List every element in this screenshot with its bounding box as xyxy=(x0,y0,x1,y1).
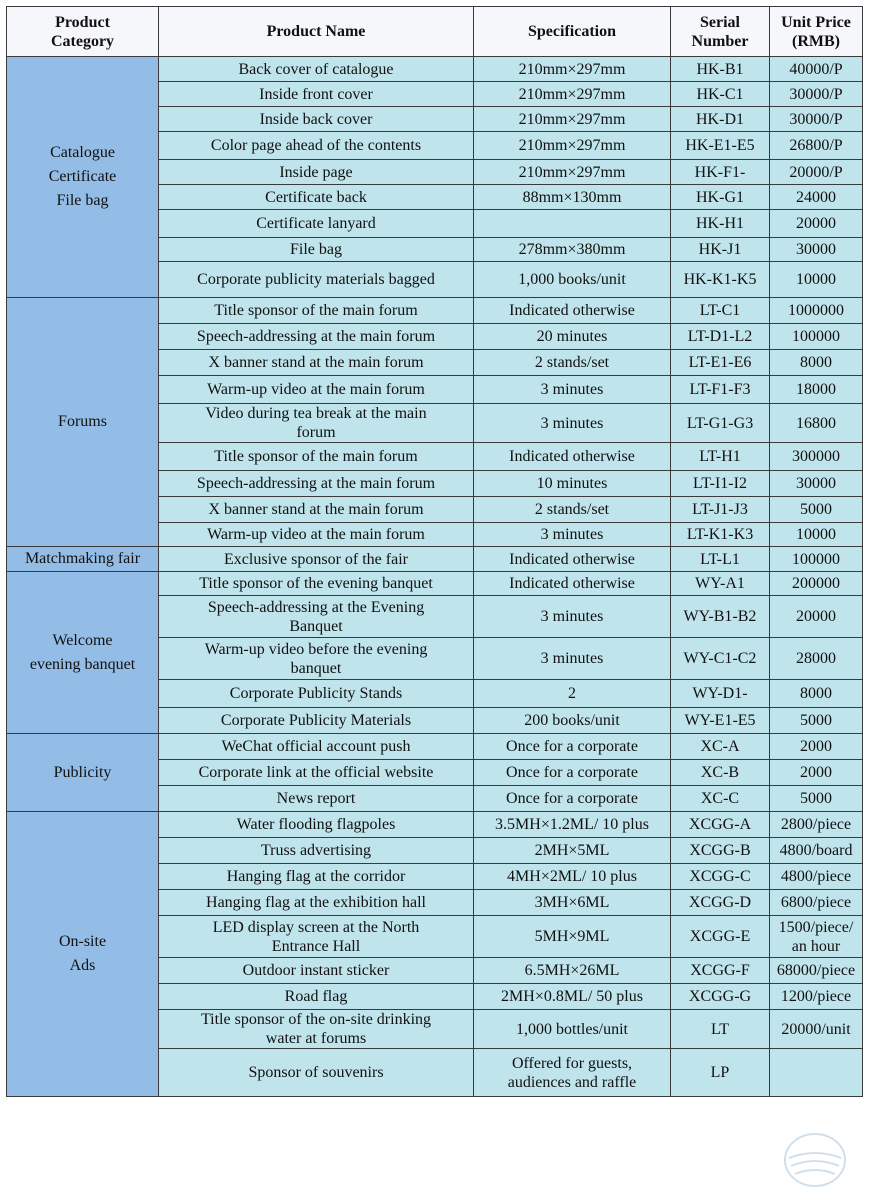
cell-line: 26800/P xyxy=(789,137,843,154)
cell-line: forum xyxy=(296,424,336,441)
cell-line: 4MH×2ML/ 10 plus xyxy=(507,868,637,885)
cell-line: WeChat official account push xyxy=(221,738,411,755)
cell-line: Exclusive sponsor of the fair xyxy=(224,550,408,568)
serial-number-cell: LT-C1 xyxy=(671,298,770,324)
cell-line: Banquet xyxy=(289,617,343,635)
serial-number-cell: LT-L1 xyxy=(671,547,770,572)
specification-cell xyxy=(474,238,671,262)
specification-cell xyxy=(474,210,671,238)
header-product-name xyxy=(159,7,474,57)
cell-line: Serial xyxy=(700,13,740,31)
serial-number-cell: LT-K1-K3 xyxy=(671,523,770,547)
product-name-cell xyxy=(159,298,474,324)
cell-line: 200 books/unit xyxy=(524,712,620,729)
cell-line: 1200/piece xyxy=(780,988,852,1005)
cell-line: Certificate back xyxy=(265,188,367,206)
category-cell xyxy=(7,298,159,547)
product-name-cell xyxy=(159,132,474,160)
cell-line: Warm-up video at the main forum xyxy=(207,526,425,543)
unit-price-cell xyxy=(770,350,863,376)
cell-line: Product xyxy=(55,13,110,31)
serial-number-cell: HK-H1 xyxy=(671,210,770,238)
unit-price-cell xyxy=(770,107,863,132)
cell-line: 5MH×9ML xyxy=(534,928,610,945)
serial-number-cell: XCGG-G xyxy=(671,984,770,1010)
product-name-cell xyxy=(159,210,474,238)
unit-price-cell xyxy=(770,890,863,916)
unit-price-cell xyxy=(770,523,863,547)
serial-number-cell: WY-E1-E5 xyxy=(671,708,770,734)
cell-line: 6.5MH×26ML xyxy=(524,962,620,979)
cell-line: Title sponsor of the main forum xyxy=(214,302,418,319)
cell-line: 1,000 books/unit xyxy=(518,271,626,288)
serial-number-cell: HK-J1 xyxy=(671,238,770,262)
header-specification xyxy=(474,7,671,57)
product-name-cell xyxy=(159,238,474,262)
serial-number-cell: HK-D1 xyxy=(671,107,770,132)
serial-number-cell: LT-I1-I2 xyxy=(671,471,770,497)
serial-number-cell: LT-D1-L2 xyxy=(671,324,770,350)
cell-line: Inside front cover xyxy=(259,85,373,103)
specification-cell xyxy=(474,1049,671,1097)
serial-number-cell: WY-B1-B2 xyxy=(671,596,770,638)
unit-price-cell xyxy=(770,547,863,572)
price-table xyxy=(6,6,863,1097)
specification-cell xyxy=(474,638,671,680)
specification-cell xyxy=(474,523,671,547)
category-cell xyxy=(7,57,159,298)
specification-cell xyxy=(474,57,671,82)
cell-line: 2 stands/set xyxy=(534,354,610,371)
specification-cell xyxy=(474,958,671,984)
serial-number-cell: XCGG-E xyxy=(671,916,770,958)
unit-price-cell xyxy=(770,638,863,680)
cell-line: On-site xyxy=(58,933,107,950)
cell-line: 3.5MH×1.2ML/ 10 plus xyxy=(495,816,649,833)
cell-line: 1,000 bottles/unit xyxy=(516,1020,628,1038)
product-name-cell xyxy=(159,404,474,443)
cell-line: 210mm×297mm xyxy=(518,110,626,128)
serial-number-cell: LT-H1 xyxy=(671,443,770,471)
specification-cell xyxy=(474,708,671,734)
product-name-cell xyxy=(159,760,474,786)
specification-cell xyxy=(474,864,671,890)
cell-line: Specification xyxy=(528,23,616,40)
table-header-row xyxy=(7,7,863,57)
cell-line: Certificate xyxy=(48,168,117,185)
product-name-cell xyxy=(159,497,474,523)
unit-price-cell xyxy=(770,1010,863,1049)
header-serial-number xyxy=(671,7,770,57)
cell-line: Certificate lanyard xyxy=(256,215,376,232)
unit-price-cell xyxy=(770,984,863,1010)
unit-price-cell xyxy=(770,471,863,497)
cell-line: 10000 xyxy=(796,271,836,288)
serial-number-cell: HK-C1 xyxy=(671,82,770,107)
cell-line: 20000/P xyxy=(789,163,843,181)
cell-line: Category xyxy=(50,32,115,50)
cell-line: evening banquet xyxy=(29,655,136,673)
cell-line: 210mm×297mm xyxy=(518,137,626,154)
cell-line: 100000 xyxy=(792,328,840,345)
cell-line: 1500/piece/ xyxy=(778,918,854,936)
unit-price-cell xyxy=(770,812,863,838)
specification-cell xyxy=(474,497,671,523)
cell-line: 68000/piece xyxy=(776,962,856,979)
cell-line: Indicated otherwise xyxy=(509,550,635,568)
unit-price-cell xyxy=(770,572,863,596)
unit-price-cell xyxy=(770,404,863,443)
product-name-cell xyxy=(159,572,474,596)
cell-line: X banner stand at the main forum xyxy=(208,501,424,518)
specification-cell xyxy=(474,734,671,760)
specification-cell xyxy=(474,547,671,572)
specification-cell xyxy=(474,160,671,185)
table-row xyxy=(7,298,863,324)
cell-line: 200000 xyxy=(792,575,840,592)
cell-line: Title sponsor of the on-site drinking xyxy=(200,1011,432,1028)
serial-number-cell: XC-C xyxy=(671,786,770,812)
specification-cell xyxy=(474,786,671,812)
cell-line: 30000/P xyxy=(789,110,843,128)
serial-number-cell: HK-E1-E5 xyxy=(671,132,770,160)
serial-number-cell: XC-A xyxy=(671,734,770,760)
cell-line: 2800/piece xyxy=(780,816,852,833)
specification-cell xyxy=(474,812,671,838)
product-name-cell xyxy=(159,812,474,838)
product-name-cell xyxy=(159,82,474,107)
unit-price-cell xyxy=(770,786,863,812)
product-name-cell xyxy=(159,916,474,958)
cell-line: 3 minutes xyxy=(540,381,604,398)
unit-price-cell xyxy=(770,82,863,107)
cell-line: Video during tea break at the main xyxy=(205,405,427,422)
unit-price-cell xyxy=(770,443,863,471)
product-name-cell xyxy=(159,324,474,350)
table-row xyxy=(7,57,863,82)
serial-number-cell: XCGG-B xyxy=(671,838,770,864)
serial-number-cell: LT-E1-E6 xyxy=(671,350,770,376)
table-row xyxy=(7,812,863,838)
serial-number-cell: LT-G1-G3 xyxy=(671,404,770,443)
cell-line: 210mm×297mm xyxy=(518,163,626,181)
specification-cell xyxy=(474,404,671,443)
specification-cell xyxy=(474,1010,671,1049)
cell-line: 300000 xyxy=(792,448,840,465)
table-row xyxy=(7,572,863,596)
cell-line: Matchmaking fair xyxy=(24,550,141,567)
specification-cell xyxy=(474,298,671,324)
cell-line: 10 minutes xyxy=(536,475,608,492)
product-name-cell xyxy=(159,958,474,984)
cell-line: Speech-addressing at the main forum xyxy=(196,328,436,345)
cell-line: 3MH×6ML xyxy=(534,894,610,911)
cell-line: 4800/piece xyxy=(780,868,852,885)
cell-line: Corporate Publicity Stands xyxy=(229,685,403,702)
serial-number-cell: XCGG-A xyxy=(671,812,770,838)
cell-line: 88mm×130mm xyxy=(522,188,622,206)
product-name-cell xyxy=(159,350,474,376)
specification-cell xyxy=(474,680,671,708)
product-name-cell xyxy=(159,262,474,298)
specification-cell xyxy=(474,324,671,350)
product-name-cell xyxy=(159,786,474,812)
product-name-cell xyxy=(159,890,474,916)
serial-number-cell: LT xyxy=(671,1010,770,1049)
cell-line: Once for a corporate xyxy=(506,738,638,755)
cell-line: Welcome xyxy=(52,631,113,649)
product-name-cell xyxy=(159,160,474,185)
cell-line: File bag xyxy=(290,241,342,258)
category-cell xyxy=(7,572,159,734)
cell-line: 8000 xyxy=(800,685,832,702)
product-name-cell xyxy=(159,471,474,497)
serial-number-cell: HK-F1- xyxy=(671,160,770,185)
cell-line: Title sponsor of the evening banquet xyxy=(199,575,433,592)
cell-line: Hanging flag at the corridor xyxy=(226,868,406,885)
cell-line: Speech-addressing at the Evening xyxy=(207,598,425,616)
product-name-cell xyxy=(159,708,474,734)
watermark-logo xyxy=(775,1128,855,1198)
cell-line: 5000 xyxy=(800,712,832,729)
cell-line: 2 xyxy=(568,685,576,702)
product-name-cell xyxy=(159,107,474,132)
cell-line: 2000 xyxy=(800,738,832,755)
cell-line: 10000 xyxy=(796,526,836,543)
cell-line: 20000 xyxy=(796,215,836,232)
cell-line: 4800/board xyxy=(779,842,853,859)
cell-line: Inside back cover xyxy=(259,110,373,128)
cell-line: Ads xyxy=(69,957,96,974)
serial-number-cell: XCGG-F xyxy=(671,958,770,984)
product-name-cell xyxy=(159,57,474,82)
product-name-cell xyxy=(159,596,474,638)
unit-price-cell xyxy=(770,262,863,298)
product-name-cell xyxy=(159,1049,474,1097)
cell-line: 5000 xyxy=(800,501,832,518)
cell-line: Corporate Publicity Materials xyxy=(220,712,412,729)
specification-cell xyxy=(474,376,671,404)
cell-line: 40000/P xyxy=(789,60,843,78)
cell-line: Forums xyxy=(58,413,107,430)
specification-cell xyxy=(474,760,671,786)
unit-price-cell xyxy=(770,185,863,210)
product-name-cell xyxy=(159,523,474,547)
cell-line: Back cover of catalogue xyxy=(238,60,394,78)
cell-line: 278mm×380mm xyxy=(518,241,626,258)
product-name-cell xyxy=(159,680,474,708)
cell-line: an hour xyxy=(791,937,841,955)
cell-line: 3 minutes xyxy=(540,608,604,625)
cell-line: 6800/piece xyxy=(780,894,852,911)
unit-price-cell xyxy=(770,238,863,262)
cell-line: 30000 xyxy=(796,241,836,258)
cell-line: 28000 xyxy=(796,650,836,667)
product-name-cell xyxy=(159,547,474,572)
cell-line: 3 minutes xyxy=(540,414,604,432)
serial-number-cell: XCGG-C xyxy=(671,864,770,890)
cell-line: 16800 xyxy=(796,414,836,432)
specification-cell xyxy=(474,262,671,298)
cell-line: 30000/P xyxy=(789,85,843,103)
serial-number-cell: LT-J1-J3 xyxy=(671,497,770,523)
cell-line: 1000000 xyxy=(788,302,844,319)
unit-price-cell xyxy=(770,376,863,404)
unit-price-cell xyxy=(770,497,863,523)
serial-number-cell: HK-B1 xyxy=(671,57,770,82)
cell-line: 24000 xyxy=(796,188,836,206)
unit-price-cell xyxy=(770,160,863,185)
cell-line: (RMB) xyxy=(792,32,840,50)
cell-line: audiences and raffle xyxy=(507,1073,637,1091)
specification-cell xyxy=(474,107,671,132)
cell-line: 8000 xyxy=(800,354,832,371)
unit-price-cell xyxy=(770,680,863,708)
product-name-cell xyxy=(159,638,474,680)
specification-cell xyxy=(474,82,671,107)
specification-cell xyxy=(474,471,671,497)
serial-number-cell: HK-G1 xyxy=(671,185,770,210)
unit-price-cell xyxy=(770,210,863,238)
specification-cell xyxy=(474,572,671,596)
serial-number-cell: WY-C1-C2 xyxy=(671,638,770,680)
cell-line: Speech-addressing at the main forum xyxy=(196,475,436,492)
cell-line: Once for a corporate xyxy=(506,764,638,781)
cell-line: 2MH×5ML xyxy=(534,842,610,859)
cell-line: Water flooding flagpoles xyxy=(236,816,396,833)
product-name-cell xyxy=(159,864,474,890)
specification-cell xyxy=(474,890,671,916)
cell-line: Number xyxy=(691,32,749,50)
serial-number-cell: XCGG-D xyxy=(671,890,770,916)
cell-line: banquet xyxy=(290,659,342,677)
unit-price-cell xyxy=(770,57,863,82)
cell-line: Warm-up video before the evening xyxy=(204,640,428,658)
cell-line: 3 minutes xyxy=(540,526,604,543)
cell-line: X banner stand at the main forum xyxy=(208,354,424,371)
category-cell xyxy=(7,734,159,812)
specification-cell xyxy=(474,350,671,376)
specification-cell xyxy=(474,984,671,1010)
specification-cell xyxy=(474,443,671,471)
cell-line: water at forums xyxy=(265,1030,367,1047)
cell-line: Inside page xyxy=(279,163,353,181)
cell-line: Warm-up video at the main forum xyxy=(207,381,425,398)
cell-line: Title sponsor of the main forum xyxy=(214,448,418,465)
specification-cell xyxy=(474,916,671,958)
price-table-container xyxy=(6,6,862,1097)
category-cell xyxy=(7,812,159,1097)
cell-line: Sponsor of souvenirs xyxy=(248,1064,384,1081)
unit-price-cell xyxy=(770,708,863,734)
cell-line: Once for a corporate xyxy=(506,790,638,807)
unit-price-cell xyxy=(770,324,863,350)
cell-line: Offered for guests, xyxy=(511,1054,633,1072)
cell-line: Catalogue xyxy=(50,144,115,161)
header-unit-price xyxy=(770,7,863,57)
cell-line: 30000 xyxy=(796,475,836,492)
cell-line: File bag xyxy=(56,192,109,209)
cell-line: Publicity xyxy=(53,763,112,781)
unit-price-cell xyxy=(770,298,863,324)
product-name-cell xyxy=(159,376,474,404)
cell-line: 20 minutes xyxy=(536,328,608,345)
product-name-cell xyxy=(159,443,474,471)
specification-cell xyxy=(474,838,671,864)
serial-number-cell: WY-A1 xyxy=(671,572,770,596)
header-product-category xyxy=(7,7,159,57)
cell-line: LED display screen at the North xyxy=(212,918,420,936)
product-name-cell xyxy=(159,984,474,1010)
cell-line: 100000 xyxy=(792,550,840,568)
serial-number-cell: LT-F1-F3 xyxy=(671,376,770,404)
category-cell xyxy=(7,547,159,572)
unit-price-cell xyxy=(770,958,863,984)
cell-line: Unit Price xyxy=(781,13,851,31)
cell-line: 20000/unit xyxy=(781,1020,851,1038)
cell-line: Indicated otherwise xyxy=(509,302,635,319)
cell-line: News report xyxy=(276,790,356,807)
unit-price-cell xyxy=(770,596,863,638)
cell-line: 3 minutes xyxy=(540,650,604,667)
cell-line: Indicated otherwise xyxy=(509,575,635,592)
cell-line: Color page ahead of the contents xyxy=(210,137,422,154)
product-name-cell xyxy=(159,1010,474,1049)
specification-cell xyxy=(474,596,671,638)
cell-line: Hanging flag at the exhibition hall xyxy=(206,894,426,911)
cell-line: 20000 xyxy=(796,608,836,625)
cell-line: 5000 xyxy=(800,790,832,807)
serial-number-cell: LP xyxy=(671,1049,770,1097)
unit-price-cell xyxy=(770,760,863,786)
table-row xyxy=(7,734,863,760)
cell-line: Outdoor instant sticker xyxy=(242,962,390,979)
product-name-cell xyxy=(159,185,474,210)
serial-number-cell: HK-K1-K5 xyxy=(671,262,770,298)
cell-line: Corporate link at the official website xyxy=(198,764,434,781)
cell-line: 2000 xyxy=(800,764,832,781)
cell-line: 2MH×0.8ML/ 50 plus xyxy=(501,988,643,1005)
table-body xyxy=(7,57,863,1097)
product-name-cell xyxy=(159,734,474,760)
product-name-cell xyxy=(159,838,474,864)
cell-line: Indicated otherwise xyxy=(509,448,635,465)
unit-price-cell xyxy=(770,916,863,958)
specification-cell xyxy=(474,185,671,210)
cell-line: 18000 xyxy=(796,381,836,398)
unit-price-cell xyxy=(770,864,863,890)
cell-line: Road flag xyxy=(284,988,348,1005)
cell-line: 210mm×297mm xyxy=(518,85,626,103)
unit-price-cell xyxy=(770,132,863,160)
cell-line: Truss advertising xyxy=(260,842,372,859)
unit-price-cell xyxy=(770,734,863,760)
serial-number-cell: XC-B xyxy=(671,760,770,786)
serial-number-cell: WY-D1- xyxy=(671,680,770,708)
cell-line: 210mm×297mm xyxy=(518,60,626,78)
cell-line: Entrance Hall xyxy=(271,937,361,955)
cell-line: 2 stands/set xyxy=(534,501,610,518)
cell-line: Corporate publicity materials bagged xyxy=(197,271,435,288)
unit-price-cell xyxy=(770,838,863,864)
table-row xyxy=(7,547,863,572)
unit-price-cell xyxy=(770,1049,863,1097)
cell-line: Product Name xyxy=(266,23,366,40)
specification-cell xyxy=(474,132,671,160)
